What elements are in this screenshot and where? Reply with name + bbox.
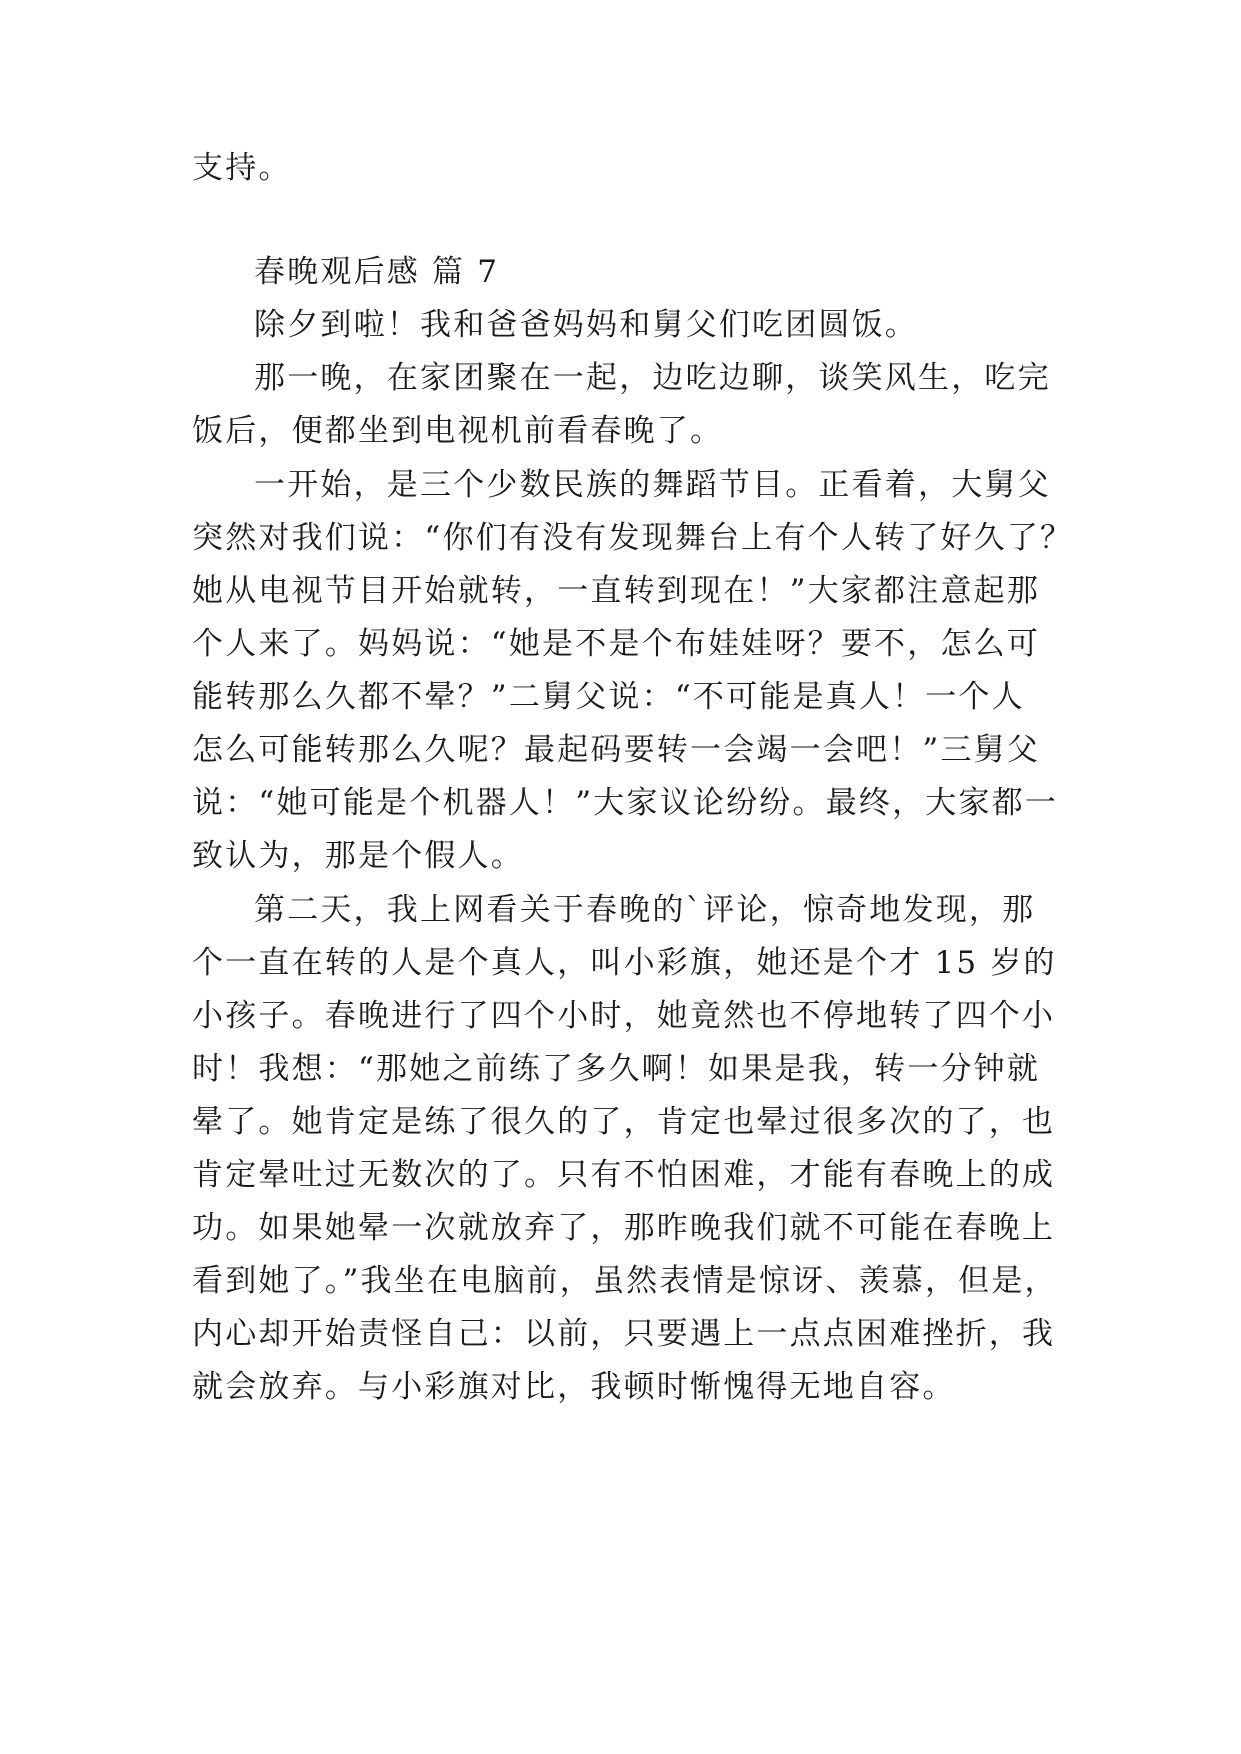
text-line: 功。如果她晕一次就放弃了，那昨晚我们就不可能在春晚上 bbox=[192, 1210, 1056, 1246]
text-line: 晕了。她肯定是练了很久的了，肯定也晕过很多次的了，也 bbox=[192, 1104, 1056, 1140]
text-line: 个一直在转的人是个真人，叫小彩旗，她还是个才 15 岁的 bbox=[192, 945, 1057, 981]
text-line: 看到她了。”我坐在电脑前，虽然表情是惊讶、羡慕，但是， bbox=[192, 1263, 1058, 1299]
text-line: 说：“她可能是个机器人！”大家议论纷纷。最终，大家都一 bbox=[192, 785, 1059, 821]
text-line: 致认为，那是个假人。 bbox=[192, 838, 524, 874]
text-line: 一开始，是三个少数民族的舞蹈节目。正看着，大舅父 bbox=[254, 467, 1051, 503]
text-line: 支持。 bbox=[192, 150, 292, 186]
text-line: 第二天，我上网看关于春晚的`评论，惊奇地发现，那 bbox=[254, 892, 1036, 928]
text-line: 能转那么久都不晕？”二舅父说：“不可能是真人！一个人 bbox=[192, 679, 1025, 715]
text-line: 小孩子。春晚进行了四个小时，她竟然也不停地转了四个小 bbox=[192, 998, 1056, 1034]
section-heading: 春晚观后感 篇 7 bbox=[254, 254, 500, 290]
text-line: 突然对我们说：“你们有没有发现舞台上有个人转了好久了？ bbox=[192, 520, 1074, 556]
text-line: 那一晚，在家团聚在一起，边吃边聊，谈笑风生，吃完 bbox=[254, 360, 1051, 396]
text-line: 除夕到啦！我和爸爸妈妈和舅父们吃团圆饭。 bbox=[254, 307, 918, 343]
text-line: 时！我想：“那她之前练了多久啊！如果是我，转一分钟就 bbox=[192, 1051, 1041, 1087]
text-line: 肯定晕吐过无数次的了。只有不怕困难，才能有春晚上的成 bbox=[192, 1157, 1056, 1193]
text-line: 就会放弃。与小彩旗对比，我顿时惭愧得无地自容。 bbox=[192, 1369, 956, 1405]
text-line: 她从电视节目开始就转，一直转到现在！”大家都注意起那 bbox=[192, 573, 1041, 609]
text-line: 饭后，便都坐到电视机前看春晚了。 bbox=[192, 413, 724, 449]
text-line: 个人来了。妈妈说：“她是不是个布娃娃呀？要不，怎么可 bbox=[192, 626, 1041, 662]
text-line: 怎么可能转那么久呢？最起码要转一会竭一会吧！”三舅父 bbox=[192, 732, 1041, 768]
text-line: 内心却开始责怪自己：以前，只要遇上一点点困难挫折，我 bbox=[192, 1316, 1056, 1352]
